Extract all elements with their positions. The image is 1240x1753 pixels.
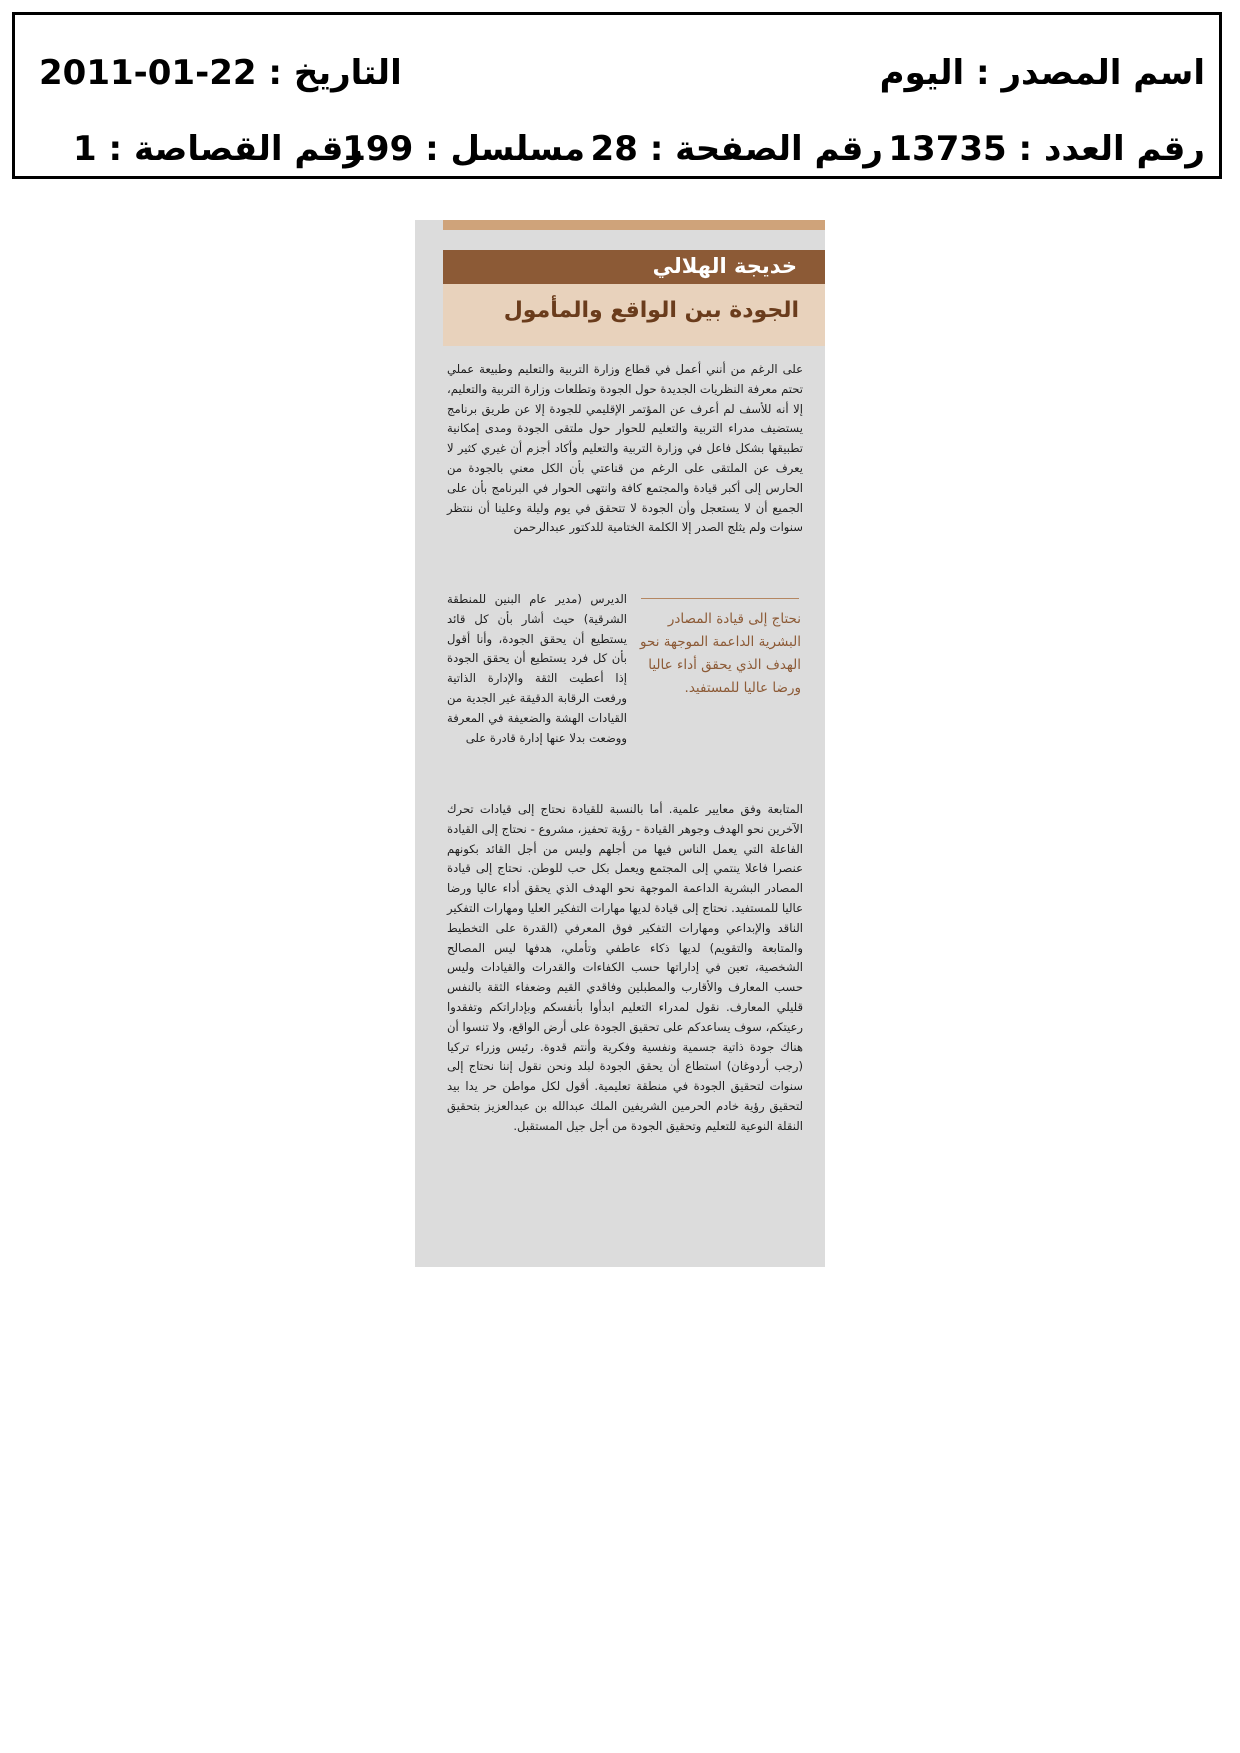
- newspaper-clipping: [415, 220, 825, 1267]
- publication-date: التاريخ : 22-01-2011: [39, 53, 402, 93]
- author-band: [443, 250, 825, 284]
- clip-number: رقم القصاصة : 1: [73, 129, 363, 169]
- article-paragraph-narrow: الديرس (مدير عام البنين للمنطقة الشرقية) حيث أشار بأن كل قائد يستطيع أن يحقق الجودة، وأنا أقول بأن كل فرد يستطيع أن يحقق الجودة إذا أعطيت الثقة والإدارة الذاتية ورفعت الرقابة الدقيقة غير الجدية من القيادات الهشة والضعيفة في المعرفة ووضعت بدلا عنها إدارة قادرة على: [447, 592, 627, 745]
- source-name: اسم المصدر : اليوم: [879, 53, 1205, 93]
- article-title: الجودة بين الواقع والمأمول: [503, 298, 799, 323]
- pull-quote-rule: [641, 598, 799, 599]
- page-number: رقم الصفحة : 28: [590, 129, 883, 169]
- article-paragraph-main: المتابعة وفق معايير علمية. أما بالنسبة للقيادة نحتاج إلى قيادات تحرك الآخرين نحو الهدف وجوهر القيادة - رؤية تحفيز، مشروع - نحتاج إلى القيادة الفاعلة التي يعمل الناس فيها من أجلهم وليس من أجل القائد بكونهم عنصرا فاعلا ينتمي إلى المجتمع ويعمل بكل حب للوطن. نحتاج إلى قيادة المصادر البشرية الداعمة الموجهة نحو الهدف الذي يحقق أداء عاليا ورضا عاليا للمستفيد. نحتاج إلى قيادة لديها مهارات التفكير العليا ومهارات التفكير الناقد والإبداعي ومهارات التفكير فوق المعرفي (القدرة على التخطيط والمتابعة والتقويم) لديها ذكاء عاطفي وتأملي، هدفها ليس المصالح الشخصية، تعين في إداراتها حسب الكفاءات والقدرات والقيادات وليس حسب المعارف والأقارب والمطبلين وفاقدي القيم وضعفاء الثقة بالنفس قليلي المعارف. نقول لمدراء التعليم ابدأوا بأنفسكم وبإداراتكم وتفقدوا رعيتكم، سوف يساعدكم على تحقيق الجودة على أرض الواقع، ولا تنسوا أن هناك جودة ذاتية جسمية ونفسية وفكرية وأنتم قدوة. رئيس وزراء تركيا (رجب أردوغان) استطاع أن يحقق الجودة لبلد ونحن نقول إننا نحتاج إلى سنوات لتحقيق الجودة في منطقة تعليمية. أقول لكل مواطن حر يدا بيد لتحقيق رؤية خادم الحرمين الشريفين الملك عبدالله بن عبدالعزيز بتحقيق النقلة النوعية للتعليم وتحقيق الجودة من أجل جيل المستقبل.: [447, 802, 803, 1133]
- issue-number: رقم العدد : 13735: [888, 129, 1205, 169]
- clipping-info-box: [12, 12, 1222, 179]
- article-paragraph-intro: على الرغم من أنني أعمل في قطاع وزارة التربية والتعليم وطبيعة عملي تحتم معرفة النظريات الجديدة حول الجودة وتطلعات وزارة التربية والتعليم، إلا أنه للأسف لم أعرف عن المؤتمر الإقليمي للجودة إلا عن طريق برنامج يستضيف مدراء التربية والتعليم للحوار حول ملتقى الجودة ومدى إمكانية تطبيقها بشكل فاعل في وزارة التربية والتعليم وأكاد أجزم أن غيري كثير لا يعرف عن الملتقى على الرغم من قناعتي بأن الكل معني بالجودة من الحارس إلى أكبر قيادة والمجتمع كافة وانتهى الحوار في البرنامج بأن على الجميع أن لا يستعجل وأن الجودة لا تتحقق في يوم وليلة وعلينا أن ننتظر سنوات ولم يثلج الصدر إلا الكلمة الختامية للدكتور عبدالرحمن: [447, 362, 803, 535]
- top-color-strip: [443, 220, 825, 230]
- title-band: [443, 284, 825, 346]
- author-name: خديجة الهلالي: [652, 254, 797, 278]
- pull-quote: نحتاج إلى قيادة المصادر البشرية الداعمة الموجهة نحو الهدف الذي يحقق أداء عاليا ورضا عاليا للمستفيد.: [640, 611, 801, 696]
- serial-number: مسلسل : 199: [342, 129, 585, 169]
